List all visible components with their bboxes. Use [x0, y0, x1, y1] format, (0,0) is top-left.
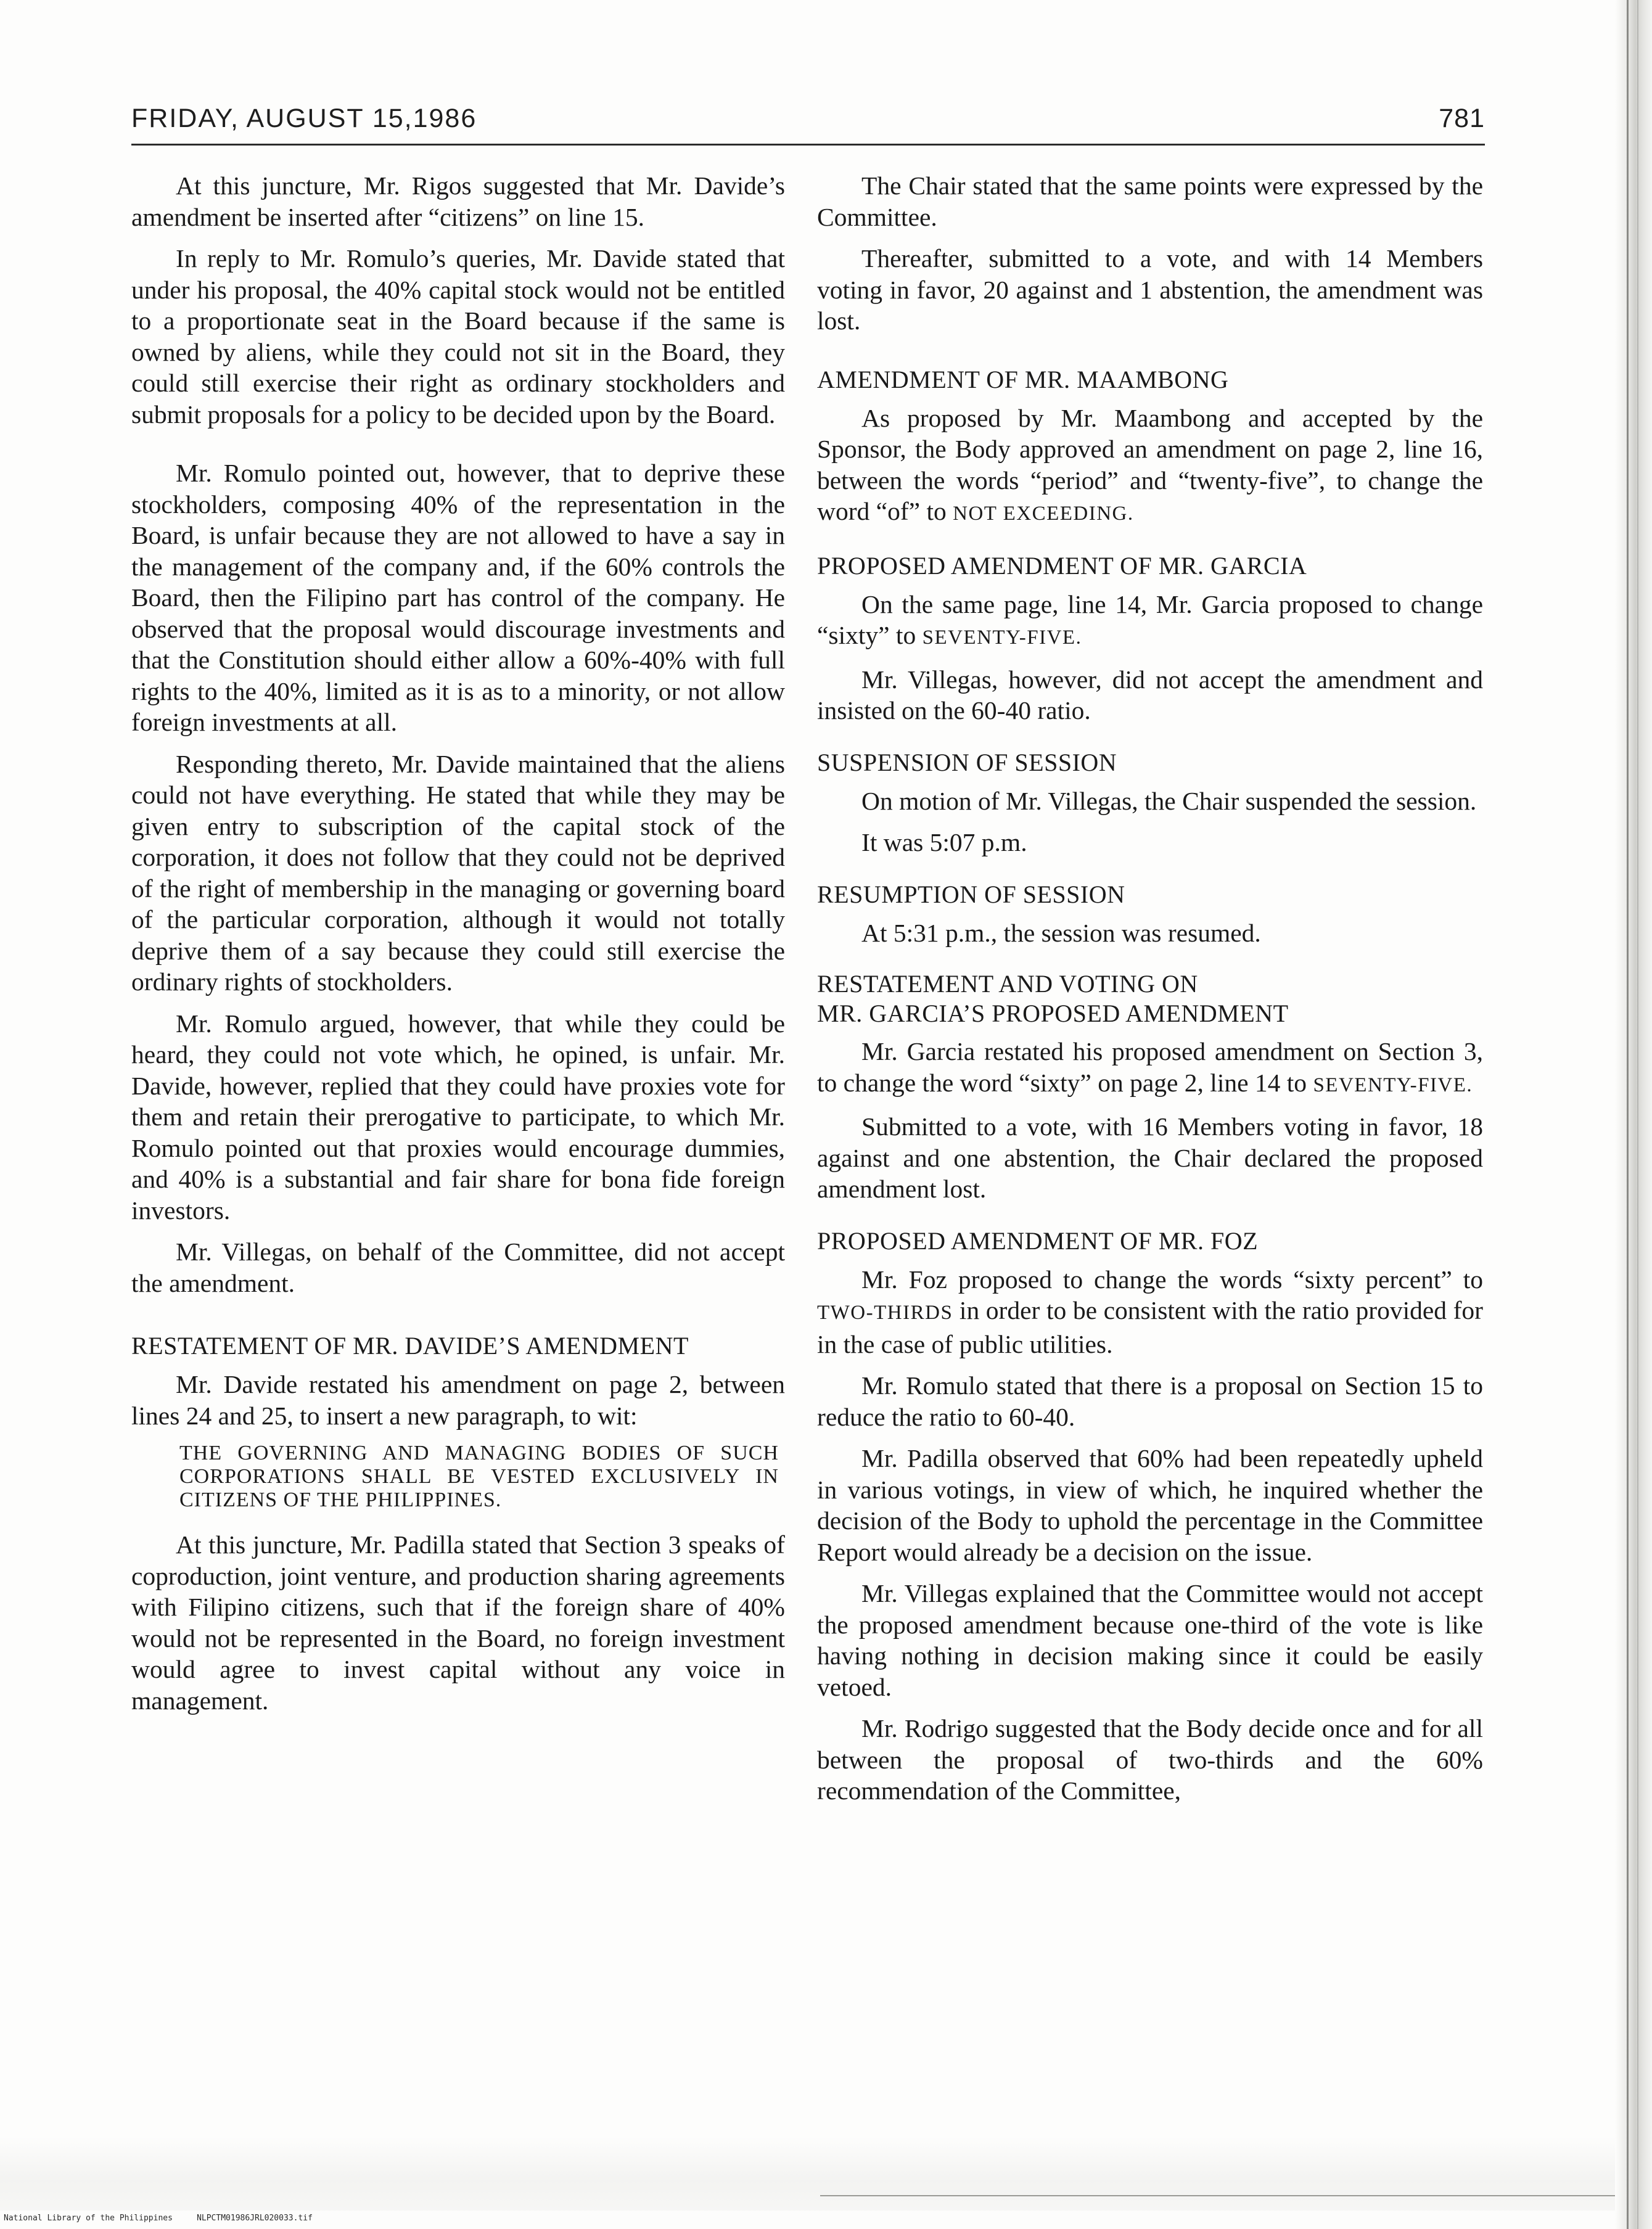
scan-shadow	[0, 2137, 1652, 2211]
paragraph: Mr. Romulo argued, however, that while they could be heard, they could not vote which, he opined, is unfair. Mr. Davide, however, replied that they could have proxies vote for them and retain their prerogative to participate, to which Mr. Romulo pointed out that proxies would encourage dummies, and 40% is a substantial and fair share for bona fide foreign investors.	[131, 1009, 785, 1225]
small-caps-text: SEVENTY-FIVE.	[922, 626, 1082, 649]
heading-line: MR. GARCIA’S PROPOSED AMENDMENT	[817, 1000, 1289, 1027]
paragraph: Mr. Villegas, however, did not accept the amendment and insisted on the 60-40 ratio.	[817, 665, 1483, 725]
paragraph: Mr. Rodrigo suggested that the Body decide once and for all between the proposal of two-thirds and the 60% recommendation of the Committee,	[817, 1714, 1483, 1805]
paragraph: Thereafter, submitted to a vote, and with 14 Members voting in favor, 20 against and 1 abstention, the amendment was lost.	[817, 244, 1483, 335]
bottom-rule	[820, 2195, 1615, 2196]
header-rule	[131, 144, 1485, 146]
section-heading: PROPOSED AMENDMENT OF MR. FOZ	[817, 1226, 1259, 1255]
section-heading	[817, 969, 1483, 1028]
paragraph-text: Mr. Foz proposed to change the words “sixty percent” to	[861, 1265, 1483, 1294]
paragraph: At this juncture, Mr. Padilla stated that Section 3 speaks of coproduction, joint venture, and production sharing agreements with Filipino citizens, such that if the foreign share of 40% would not be represented in the Board, no foreign investment would agree to invest capital without any voice in management.	[131, 1530, 785, 1715]
header-date: FRIDAY, AUGUST 15,1986	[131, 104, 477, 133]
heading-line: RESTATEMENT AND VOTING ON	[817, 970, 1198, 998]
paragraph-text: in order to be consistent with the ratio provided for in the case of public utilities.	[817, 1296, 1484, 1358]
binding-line	[1637, 0, 1638, 2229]
paragraph: Submitted to a vote, with 16 Members voting in favor, 18 against and one abstention, the Chair declared the proposed amendment lost.	[817, 1112, 1483, 1203]
small-caps-text: TWO-THIRDS	[817, 1302, 953, 1324]
paragraph-text: On the same page, line 14, Mr. Garcia proposed to change “sixty” to	[817, 589, 1483, 649]
paragraph: Mr. Davide restated his amendment on page 2, between lines 24 and 25, to insert a new paragraph, to wit:	[131, 1370, 785, 1430]
paragraph: On motion of Mr. Villegas, the Chair suspended the session.	[861, 786, 1477, 815]
paragraph-text: Mr. Garcia restated his proposed amendment on Section 3, to change the word “sixty” on page 2, line 14 to	[817, 1037, 1483, 1097]
quoted-amendment: THE GOVERNING AND MANAGING BODIES OF SUCH CORPORATIONS SHALL BE VESTED EXCLUSIVELY IN CITIZENS OF THE PHILIPPINES.	[179, 1442, 779, 1511]
paragraph: It was 5:07 p.m.	[861, 828, 1027, 856]
section-heading: RESTATEMENT OF MR. DAVIDE’S AMENDMENT	[131, 1332, 689, 1360]
paragraph: At this juncture, Mr. Rigos suggested that Mr. Davide’s amendment be inserted after “citizens” on line 15.	[131, 171, 785, 231]
paragraph: In reply to Mr. Romulo’s queries, Mr. Davide stated that under his proposal, the 40% capital stock would not be entitled to a proportionate seat in the Board because if the same is owned by aliens, while they could not sit in the Board, they could still exercise their right as ordinary stockholders and submit proposals for a policy to be decided upon by the Board.	[131, 244, 785, 429]
footer-filename: NLPCTM01986JRL020033.tif	[197, 2214, 313, 2223]
running-head	[131, 104, 1485, 141]
paragraph: Responding thereto, Mr. Davide maintained that the aliens could not have everything. He stated that while they may be given entry to subscription of the capital stock of the corporation, it does not follow that they could not be deprived of the right of membership in the managing or governing board of the particular corporation, although it would not totally deprive them of a say because they could still exercise the ordinary rights of stockholders.	[131, 749, 785, 996]
paragraph	[817, 589, 1483, 654]
paragraph: Mr. Romulo pointed out, however, that to deprive these stockholders, composing 40% of the representation in the Board, is unfair because they are not allowed to have a say in the management of the company and, if the 60% controls the Board, then the Filipino part has control of the company. He observed that the proposal would discourage investments and that the Constitution should either allow a 60%-40% with full rights to the 40%, limited as it is as to a minority, or not allow foreign investments at all.	[131, 459, 785, 736]
section-heading: RESUMPTION OF SESSION	[817, 880, 1125, 908]
paragraph-text: As proposed by Mr. Maambong and accepted by the Sponsor, the Body approved an amendment on page 2, line 16, between the words “period” and “twenty-five”, to change the word “of” to	[817, 403, 1483, 525]
section-heading: AMENDMENT OF MR. MAAMBONG	[817, 365, 1229, 393]
page-number: 781	[1439, 104, 1485, 133]
right-column	[817, 170, 1483, 1807]
binding-line	[1627, 0, 1629, 2229]
paragraph: Mr. Villegas explained that the Committee would not accept the proposed amendment because one-third of the vote is like having nothing in decision making since it could be easily vetoed.	[817, 1579, 1483, 1701]
section-heading: SUSPENSION OF SESSION	[817, 748, 1117, 776]
paragraph: Mr. Villegas, on behalf of the Committee, did not accept the amendment.	[131, 1238, 785, 1297]
section-heading: PROPOSED AMENDMENT OF MR. GARCIA	[817, 551, 1307, 580]
paragraph: The Chair stated that the same points were expressed by the Committee.	[817, 171, 1483, 231]
footer-library: National Library of the Philippines	[4, 2214, 173, 2223]
paragraph	[817, 1264, 1483, 1360]
scan-footer	[4, 2214, 313, 2223]
small-caps-text: NOT EXCEEDING.	[953, 503, 1134, 525]
paragraph	[817, 1036, 1483, 1101]
page-binding-edge	[1615, 0, 1652, 2229]
paragraph: At 5:31 p.m., the session was resumed.	[861, 918, 1261, 947]
paragraph: Mr. Padilla observed that 60% had been repeatedly upheld in various votings, in view of which, he inquired whether the decision of the Body to uphold the percentage in the Committee Report would already be a decision on the issue.	[817, 1444, 1483, 1566]
left-column	[131, 170, 785, 1726]
small-caps-text: SEVENTY-FIVE.	[1313, 1073, 1473, 1096]
paragraph	[817, 403, 1483, 530]
paragraph: Mr. Romulo stated that there is a proposal on Section 15 to reduce the ratio to 60-40.	[817, 1371, 1483, 1431]
